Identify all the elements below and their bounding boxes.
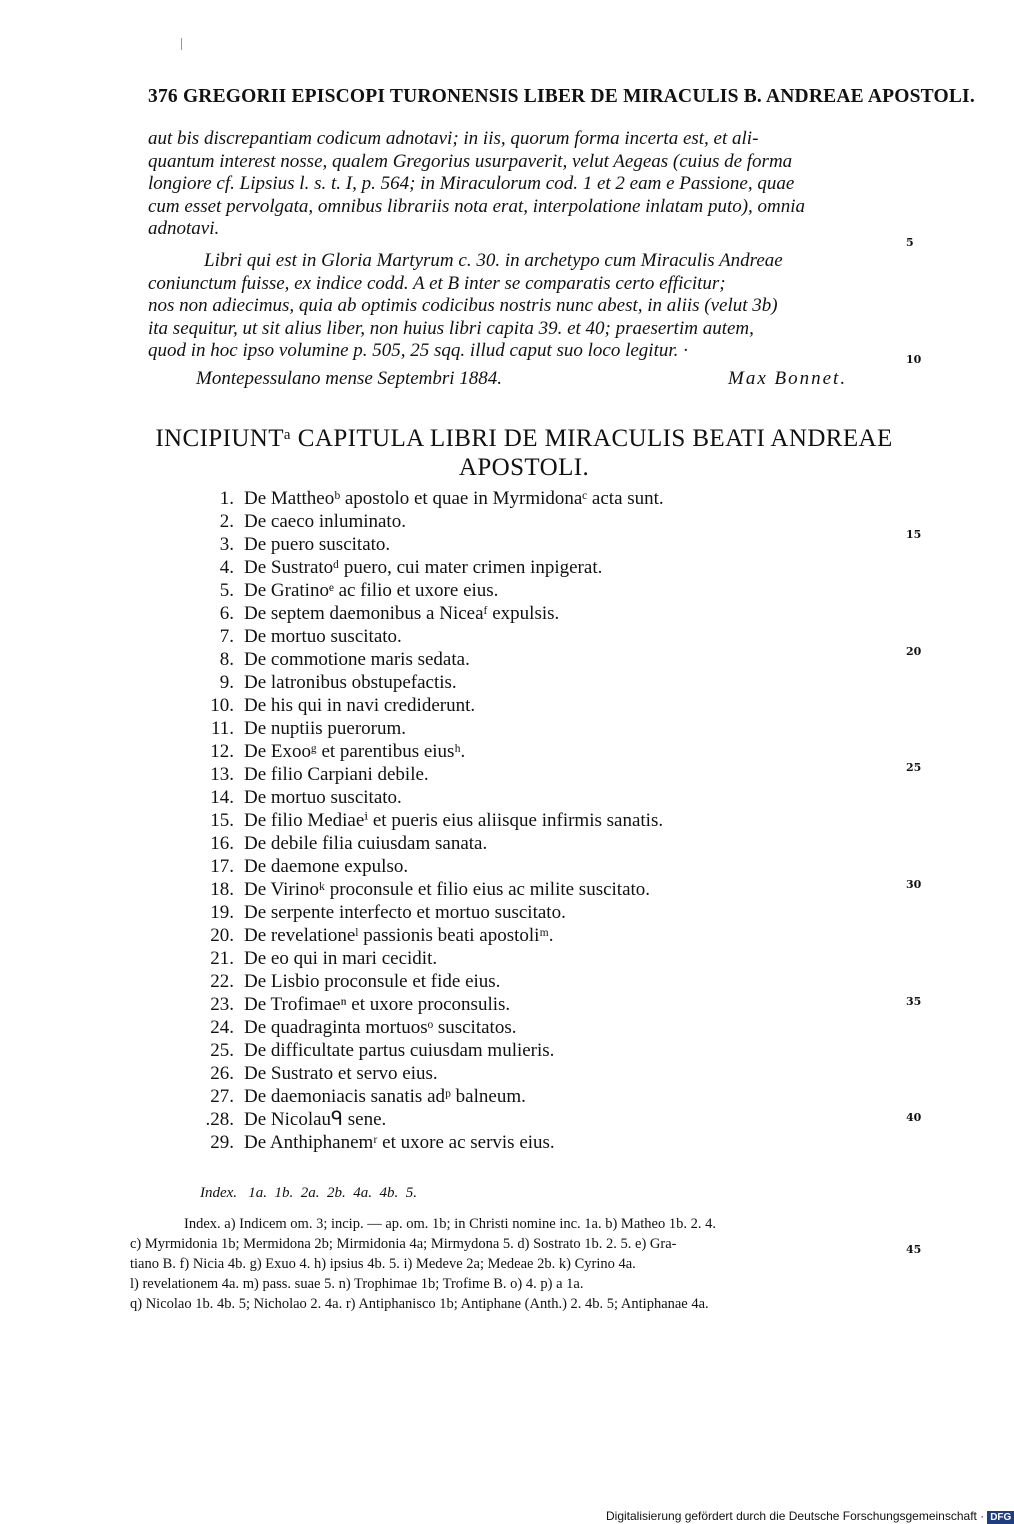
list-item <box>180 763 800 786</box>
prose-line: quantum interest nosse, qualem Gregorius usurpaverit, velut Aegeas (cuius de forma <box>148 150 793 172</box>
chapter-title: De Trofimaeⁿ et uxore proconsulis. <box>244 994 511 1015</box>
chapter-number: 4. <box>219 557 234 578</box>
page-number: 376 <box>148 86 178 107</box>
running-header <box>148 86 975 108</box>
chapter-title: De caeco inluminato. <box>244 511 406 532</box>
chapter-title: De debile filia cuiusdam sanata. <box>244 833 488 854</box>
chapter-title: De Nicolauᑫ sene. <box>244 1109 387 1130</box>
prose-line: longiore cf. Lipsius l. s. t. I, p. 564; in Miraculorum cod. 1 et 2 eam e Passione, quae <box>148 173 795 194</box>
prose-line: coniunctum fuisse, ex indice codd. A et B inter se comparatis certo efficitur; <box>148 272 726 294</box>
chapter-title: De mortuo suscitato. <box>244 626 402 647</box>
chapter-title: De serpente interfecto et mortuo suscitato. <box>244 902 566 923</box>
list-item <box>180 970 800 993</box>
list-item <box>180 832 800 855</box>
chapter-title: De Mattheoᵇ apostolo et quae in Myrmidonaᶜ acta sunt. <box>244 488 664 509</box>
chapter-title: De revelationeˡ passionis beati apostoliᵐ. <box>244 925 554 946</box>
list-item <box>180 510 800 533</box>
list-item <box>180 1131 800 1154</box>
chapter-title: De septem daemonibus a Niceaᶠ expulsis. <box>244 603 560 624</box>
prose-line: aut bis discrepantiam codicum adnotavi; in iis, quorum forma incerta est, et ali- <box>148 128 759 149</box>
title-line-2: APOSTOLI. <box>458 454 590 481</box>
chapter-list-title <box>148 424 900 482</box>
list-item <box>180 648 800 671</box>
list-item <box>180 694 800 717</box>
prose-line: Libri qui est in Gloria Martyrum c. 30. in archetypo cum Miraculis Andreae <box>204 250 783 271</box>
chapter-number: 13. <box>210 764 234 785</box>
chapter-number: 2. <box>219 511 234 532</box>
margin-line-number: 30 <box>906 878 922 891</box>
chapter-number: 18. <box>210 879 234 900</box>
list-item <box>180 533 800 556</box>
chapter-number: 26. <box>210 1063 234 1084</box>
list-item <box>180 809 800 832</box>
chapter-number: 1. <box>219 488 234 509</box>
chapter-number: 9. <box>219 672 234 693</box>
chapter-title: De Exooᵍ et parentibus eiusʰ. <box>244 741 466 762</box>
chapter-title: De latronibus obstupefactis. <box>244 672 457 693</box>
chapter-number: 8. <box>219 649 234 670</box>
margin-line-number: 10 <box>906 353 922 366</box>
list-item <box>180 1062 800 1085</box>
critical-apparatus <box>130 1214 900 1314</box>
chapter-title: De daemone expulso. <box>244 856 409 877</box>
footer-text: Digitalisierung gefördert durch die Deutsche Forschungsgemeinschaft · <box>606 1509 985 1523</box>
chapter-title: De filio Mediaeⁱ et pueris eius aliisque infirmis sanatis. <box>244 810 664 831</box>
list-item <box>180 1016 800 1039</box>
chapter-number: 29. <box>210 1132 234 1153</box>
chapter-number: 12. <box>210 741 234 762</box>
margin-line-number: 20 <box>906 645 922 658</box>
margin-tick-mark <box>181 38 182 50</box>
chapter-number: 16. <box>210 833 234 854</box>
list-item <box>180 901 800 924</box>
chapter-title: De difficultate partus cuiusdam mulieris. <box>244 1040 555 1061</box>
apparatus-line: tiano B. f) Nicia 4b. g) Exuo 4. h) ipsius 4b. 5. i) Medeve 2a; Medeae 2b. k) Cyrino 4a. <box>130 1256 636 1272</box>
chapter-title: De daemoniacis sanatis adᵖ balneum. <box>244 1086 526 1107</box>
digitization-footer <box>606 1509 1014 1524</box>
chapter-title: De puero suscitato. <box>244 534 391 555</box>
chapter-number: 17. <box>210 856 234 877</box>
chapter-number: 15. <box>210 810 234 831</box>
chapter-title: De Virinoᵏ proconsule et filio eius ac milite suscitato. <box>244 879 651 900</box>
chapter-title: De commotione maris sedata. <box>244 649 470 670</box>
apparatus-line: q) Nicolao 1b. 4b. 5; Nicholao 2. 4a. r) Antiphanisco 1b; Antiphane (Anth.) 2. 4b. 5; Antiphanae 4a. <box>130 1296 709 1312</box>
apparatus-line: c) Myrmidonia 1b; Mermidona 2b; Mirmidonia 4a; Mirmydona 5. d) Sostrato 1b. 2. 5. e) Gra- <box>130 1236 677 1252</box>
chapter-number: 24. <box>210 1017 234 1038</box>
chapter-title: De his qui in navi crediderunt. <box>244 695 476 716</box>
list-item <box>180 924 800 947</box>
chapter-number: 21. <box>210 948 234 969</box>
preface-paragraph-1 <box>148 128 908 241</box>
list-item <box>180 1039 800 1062</box>
list-item <box>180 993 800 1016</box>
chapter-title: De Anthiphanemʳ et uxore ac servis eius. <box>244 1132 555 1153</box>
margin-line-number: 15 <box>906 528 922 541</box>
list-item <box>180 740 800 763</box>
margin-line-number: 45 <box>906 1243 922 1256</box>
chapter-number: 10. <box>210 695 234 716</box>
running-title: GREGORII EPISCOPI TURONENSIS LIBER DE MIRACULIS B. ANDREAE APOSTOLI. <box>182 86 975 107</box>
chapter-title: De quadraginta mortuosᵒ suscitatos. <box>244 1017 517 1038</box>
preface-paragraph-2 <box>148 250 908 363</box>
prose-line: nos non adiecimus, quia ab optimis codicibus nostris nunc abest, in aliis (velut 3b) <box>148 295 778 316</box>
apparatus-line: l) revelationem 4a. m) pass. suae 5. n) Trophimae 1b; Trofime B. o) 4. p) a 1a. <box>130 1276 584 1292</box>
list-item <box>180 947 800 970</box>
chapter-title: De eo qui in mari cecidit. <box>244 948 438 969</box>
chapter-number: 23. <box>210 994 234 1015</box>
chapter-number: 6. <box>219 603 234 624</box>
list-item <box>180 625 800 648</box>
chapter-title: De Gratinoᵉ ac filio et uxore eius. <box>244 580 499 601</box>
chapter-number: 25. <box>210 1040 234 1061</box>
margin-line-number: 40 <box>906 1111 922 1124</box>
chapter-list <box>180 487 800 1154</box>
chapter-title: De Sustrato et servo eius. <box>244 1063 438 1084</box>
chapter-number: 11. <box>210 718 234 739</box>
chapter-number: 20. <box>210 925 234 946</box>
chapter-number: 3. <box>219 534 234 555</box>
list-item <box>180 1108 800 1131</box>
chapter-number: 27. <box>210 1086 234 1107</box>
title-line-1: INCIPIUNTᵃ CAPITULA LIBRI DE MIRACULIS BEATI ANDREAE <box>155 425 893 452</box>
chapter-number: 5. <box>219 580 234 601</box>
list-item <box>180 878 800 901</box>
prose-line: adnotavi. <box>148 218 220 239</box>
list-item <box>180 717 800 740</box>
prose-line: quod in hoc ipso volumine p. 505, 25 sqq. illud caput suo loco legitur. · <box>148 340 688 361</box>
chapter-number: 7. <box>219 626 234 647</box>
chapter-number: .28. <box>205 1109 234 1130</box>
list-item <box>180 855 800 878</box>
chapter-title: De nuptiis puerorum. <box>244 718 407 739</box>
chapter-number: 19. <box>210 902 234 923</box>
list-item <box>180 671 800 694</box>
place-date: Montepessulano mense Septembri 1884. <box>196 368 503 389</box>
margin-line-number: 5 <box>906 236 914 249</box>
list-item <box>180 602 800 625</box>
list-item <box>180 579 800 602</box>
chapter-title: De Sustratoᵈ puero, cui mater crimen inpigerat. <box>244 557 603 578</box>
apparatus-line: Index. a) Indicem om. 3; incip. — ap. om. 1b; in Christi nomine inc. 1a. b) Matheo 1b. 2. 4. <box>184 1216 716 1232</box>
list-item <box>180 487 800 510</box>
chapter-title: De filio Carpiani debile. <box>244 764 429 785</box>
signature: Max Bonnet. <box>728 368 848 389</box>
chapter-title: De mortuo suscitato. <box>244 787 402 808</box>
dfg-logo: DFG <box>987 1511 1014 1524</box>
list-item <box>180 556 800 579</box>
margin-line-number: 25 <box>906 761 922 774</box>
chapter-number: 22. <box>210 971 234 992</box>
list-item <box>180 786 800 809</box>
margin-line-number: 35 <box>906 995 922 1008</box>
index-sources: Index. 1a. 1b. 2a. 2b. 4a. 4b. 5. <box>200 1185 418 1201</box>
list-item <box>180 1085 800 1108</box>
chapter-title: De Lisbio proconsule et fide eius. <box>244 971 501 992</box>
prose-line: ita sequitur, ut sit alius liber, non huius libri capita 39. et 40; praesertim autem, <box>148 317 754 339</box>
chapter-number: 14. <box>210 787 234 808</box>
prose-line: cum esset pervolgata, omnibus librariis nota erat, interpolatione inlatam puto), omnia <box>148 195 806 217</box>
